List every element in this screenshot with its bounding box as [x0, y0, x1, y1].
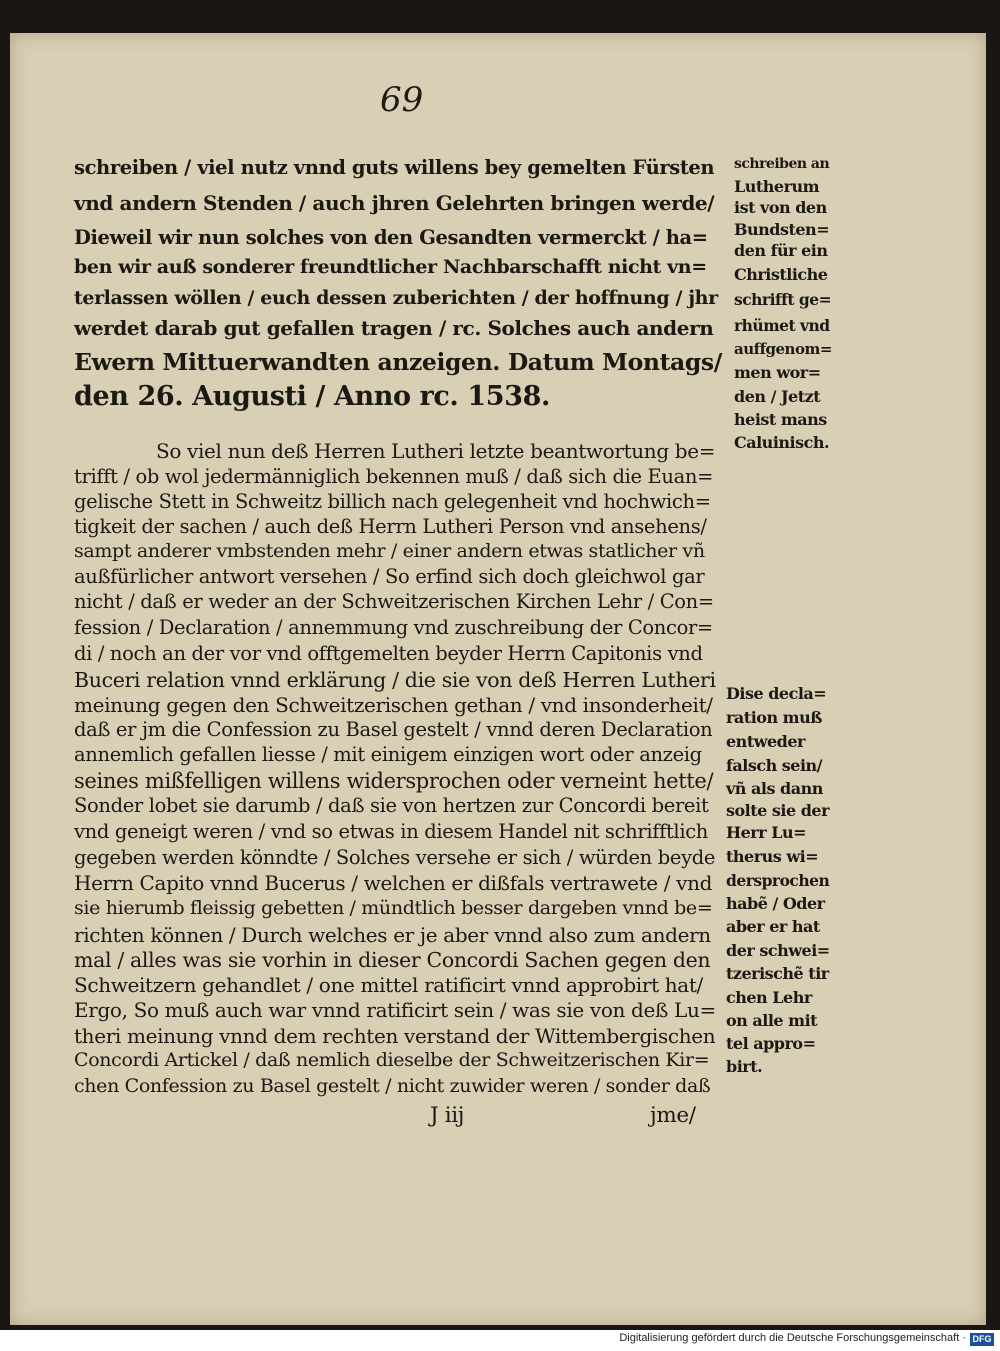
footer-bar	[0, 1330, 1000, 1351]
text-line: chen Confession zu Basel gestelt / nicht zuwider weren / sonder daß	[74, 1075, 711, 1097]
text-line: Buceri relation vnnd erklärung / die sie von deß Herren Lutheri	[74, 668, 716, 692]
text-line: theri meinung vnnd dem rechten verstand der Wittembergischen	[74, 1024, 716, 1048]
margin-line: rhümet vnd	[734, 316, 830, 335]
margin-line: men wor=	[734, 363, 821, 382]
text-line: So viel nun deß Herren Lutheri letzte beantwortung be=	[156, 439, 716, 463]
dfg-logo: DFG	[970, 1333, 994, 1346]
margin-line: auffgenom=	[734, 340, 832, 358]
margin-line: Caluinisch.	[734, 433, 830, 452]
margin-line: tzerischẽ tir	[726, 964, 829, 983]
margin-line: habẽ / Oder	[726, 894, 825, 913]
text-line: außfürlicher antwort versehen / So erfind sich doch gleichwol gar	[74, 565, 705, 588]
text-line: terlassen wöllen / euch dessen zuberichten / der hoffnung / jhr	[74, 287, 718, 309]
margin-line: Herr Lu=	[726, 823, 807, 842]
margin-line: ist von den	[734, 198, 827, 217]
text-line: fession / Declaration / annemmung vnd zuschreibung der Concor=	[74, 616, 713, 639]
text-line: den 26. Augusti / Anno rc. 1538.	[74, 381, 550, 412]
text-line: mal / alles was sie vorhin in dieser Concordi Sachen gegen den	[74, 948, 711, 972]
text-line: tigkeit der sachen / auch deß Herrn Lutheri Person vnd ansehens/	[74, 515, 707, 538]
text-line: Concordi Artickel / daß nemlich dieselbe der Schweitzerischen Kir=	[74, 1049, 710, 1071]
text-line: trifft / ob wol jedermänniglich bekennen muß / daß sich die Euan=	[74, 465, 714, 488]
text-line: Dieweil wir nun solches von den Gesandten vermerckt / ha=	[74, 226, 708, 249]
margin-line: den für ein	[734, 241, 828, 260]
text-line: vnd geneigt weren / vnd so etwas in diesem Handel nit schrifftlich	[74, 820, 708, 843]
margin-line: schrifft ge=	[734, 290, 832, 309]
margin-line: vñ als dann	[726, 779, 823, 798]
page-number: 69	[380, 80, 424, 120]
margin-line: entweder	[726, 732, 805, 751]
margin-line: schreiben an	[734, 156, 830, 172]
text-line: Herrn Capito vnnd Bucerus / welchen er dißfals vertrawete / vnd	[74, 871, 713, 895]
margin-line: falsch sein/	[726, 756, 823, 775]
text-line: Ergo, So muß auch war vnnd ratificirt sein / was sie von deß Lu=	[74, 998, 716, 1022]
margin-line: tel appro=	[726, 1034, 816, 1053]
margin-line: Dise decla=	[726, 684, 827, 703]
margin-line: Lutherum	[734, 177, 820, 196]
margin-line: birt.	[726, 1057, 763, 1076]
catchword: jme/	[650, 1103, 696, 1128]
margin-line: aber er hat	[726, 917, 820, 936]
footer-credit: Digitalisierung gefördert durch die Deutsche Forschungsgemeinschaft ·	[619, 1332, 966, 1344]
margin-line: der schwei=	[726, 941, 830, 960]
margin-line: ration muß	[726, 708, 822, 727]
text-line: Sonder lobet sie darumb / daß sie von hertzen zur Concordi bereit	[74, 794, 709, 817]
text-line: schreiben / viel nutz vnnd guts willens bey gemelten Fürsten	[74, 156, 715, 179]
margin-line: solte sie der	[726, 801, 830, 820]
text-line: Ewern Mittuerwandten anzeigen. Datum Montags/	[74, 348, 722, 376]
text-line: gegeben werden könndte / Solches versehe er sich / würden beyde	[74, 846, 716, 869]
margin-line: heist mans	[734, 410, 827, 429]
margin-line: therus wi=	[726, 847, 819, 866]
margin-line: dersprochen	[726, 871, 830, 890]
margin-line: Christliche	[734, 265, 828, 284]
text-line: daß er jm die Confession zu Basel gestelt / vnnd deren Declaration	[74, 718, 713, 741]
text-line: sie hierumb fleissig gebetten / mündtlich besser dargeben vnnd be=	[74, 897, 713, 919]
text-line: annemlich gefallen liesse / mit einigem einzigen wort oder anzeig	[74, 743, 702, 766]
text-line: werdet darab gut gefallen tragen / rc. Solches auch andern	[74, 316, 714, 340]
text-line: ben wir auß sonderer freundtlicher Nachbarschafft nicht vn=	[74, 256, 707, 278]
margin-line: den / Jetzt	[734, 387, 821, 406]
text-line: Schweitzern gehandlet / one mittel ratificirt vnnd approbirt hat/	[74, 973, 703, 997]
text-line: nicht / daß er weder an der Schweitzerischen Kirchen Lehr / Con=	[74, 590, 714, 613]
text-line: vnd andern Stenden / auch jhren Gelehrten bringen werde/	[74, 191, 715, 215]
text-line: meinung gegen den Schweitzerischen gethan / vnd insonderheit/	[74, 693, 713, 717]
margin-line: chen Lehr	[726, 988, 812, 1007]
text-line: di / noch an der vor vnd offtgemelten beyder Herrn Capitonis vnd	[74, 642, 703, 665]
text-line: gelische Stett in Schweitz billich nach gelegenheit vnd hochwich=	[74, 490, 711, 513]
signature-mark: J iij	[430, 1103, 465, 1128]
margin-line: Bundsten=	[734, 220, 830, 239]
text-line: richten können / Durch welches er je aber vnnd also zum andern	[74, 923, 711, 947]
margin-line: on alle mit	[726, 1011, 818, 1030]
text-line: seines mißfelligen willens widersprochen oder verneint hette/	[74, 769, 714, 793]
text-line: sampt anderer vmbstenden mehr / einer andern etwas statlicher vñ	[74, 540, 705, 562]
